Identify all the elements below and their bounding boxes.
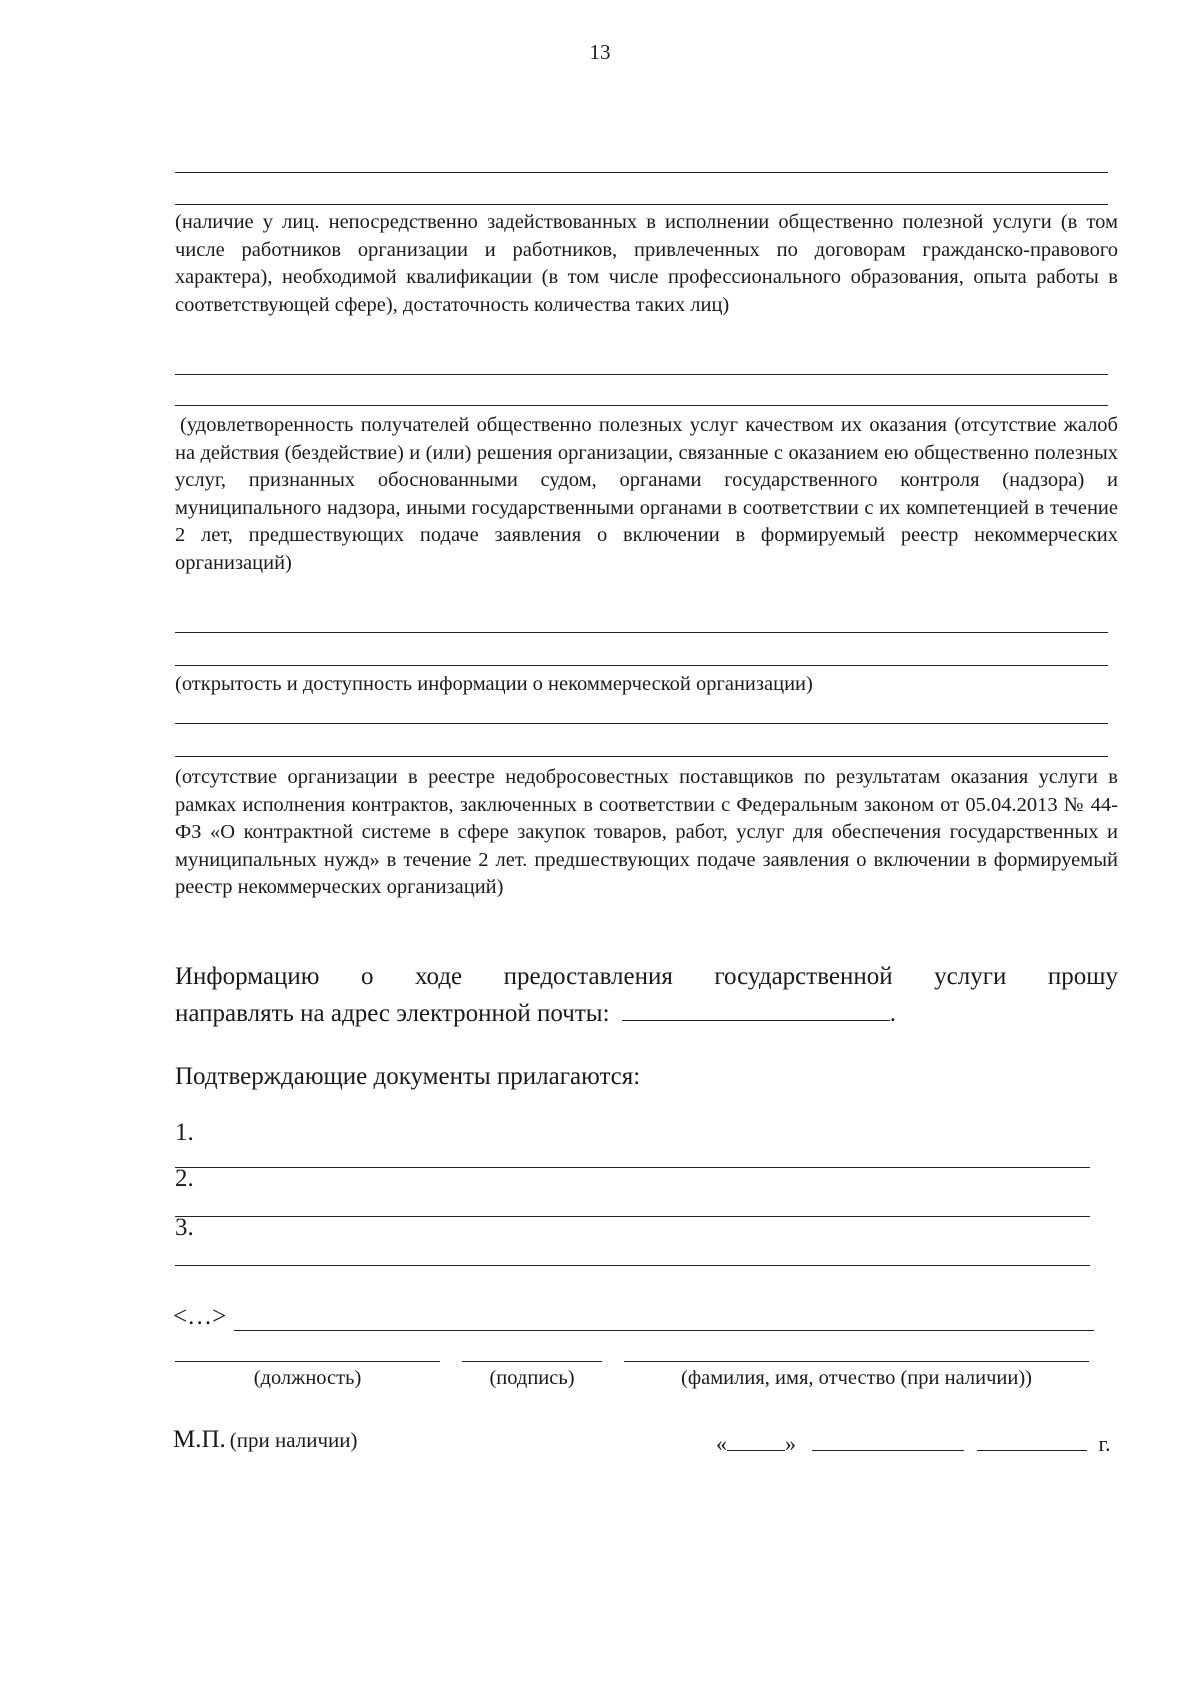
email-request-line1: Информацию о ходе предоставления государственной услуги прошу <box>175 963 1118 990</box>
registry-note: (отсутствие организации в реестре недобросовестных поставщиков по результатам оказания услуги в рамках исполнения контрактов, заключенных в соответствии с Федеральным законом от 05.04.2013 № 44-ФЗ «О контрактной системе в сфере закупок товаров, работ, услуг для обеспечения государственных и муниципальных нужд» в течение 2 лет. предшествующих подаче заявления о включении в формируемый реестр некоммерческих организаций) <box>175 766 1118 898</box>
document-line-1[interactable] <box>175 1167 1090 1168</box>
position-caption: (должность) <box>253 1367 362 1389</box>
seal-note: (при наличии) <box>229 1428 358 1452</box>
month-field[interactable] <box>812 1430 964 1451</box>
full-name-caption: (фамилия, имя, отчество (при наличии)) <box>681 1367 1032 1389</box>
email-request-text: направлять на адрес электронной почты: <box>175 1000 610 1027</box>
document-item-1: 1. <box>175 1119 194 1146</box>
email-end: . <box>889 1000 897 1027</box>
openness-note: (открытость и доступность информации о некоммерческой организации) <box>175 673 813 695</box>
field-line <box>175 632 1108 633</box>
document-line-2[interactable] <box>175 1216 1090 1217</box>
date-open-quote: « <box>716 1431 727 1456</box>
field-line <box>175 723 1108 724</box>
email-field[interactable] <box>622 994 890 1021</box>
documents-heading: Подтверждающие документы прилагаются: <box>175 1063 641 1090</box>
year-suffix: г. <box>1098 1431 1111 1456</box>
year-field[interactable] <box>977 1430 1087 1451</box>
full-name-line[interactable] <box>624 1361 1089 1362</box>
field-line <box>175 172 1108 173</box>
document-line-3[interactable] <box>175 1265 1090 1266</box>
document-item-3: 3. <box>175 1214 194 1241</box>
seal-row <box>173 1426 358 1454</box>
position-line[interactable] <box>175 1361 440 1362</box>
signature-caption: (подпись) <box>489 1367 575 1389</box>
page-number: 13 <box>589 40 611 64</box>
field-line <box>175 756 1108 757</box>
seal-label: М.П. <box>173 1426 226 1453</box>
date-close-quote: » <box>785 1431 796 1456</box>
satisfaction-note: (удовлетворенность получателей общественно полезных услуг качеством их оказания (отсутствие жалоб на действия (бездействие) и (или) решения организации, связанные с оказанием ею общественно полезных услуг, признанных обоснованными судом, органами государственного контроля (надзора) и муниципального надзора, иными государственными органами в соответствии с их компетенцией в течение 2 лет, предшествующих подаче заявления о включении в формируемый реестр некоммерческих организаций) <box>175 414 1118 574</box>
qualification-note: (наличие у лиц. непосредственно задействованных в исполнении общественно полезной услуги (в том числе работников организации и работников, привлеченных по договорам гражданско-правового характера), необходимой квалификации (в том числе профессионального образования, опыта работы в соответствующей сфере), достаточность количества таких лиц) <box>175 211 1118 316</box>
day-field[interactable] <box>727 1430 785 1451</box>
email-request-line2 <box>175 994 896 1031</box>
field-line <box>175 405 1108 406</box>
ellipsis-line[interactable] <box>234 1330 1094 1331</box>
signature-line[interactable] <box>462 1361 602 1362</box>
document-item-2: 2. <box>175 1165 194 1192</box>
date-row <box>716 1430 1111 1457</box>
field-line <box>175 665 1108 666</box>
field-line <box>175 204 1108 205</box>
field-line <box>175 374 1108 375</box>
ellipsis: <…> <box>173 1303 227 1330</box>
